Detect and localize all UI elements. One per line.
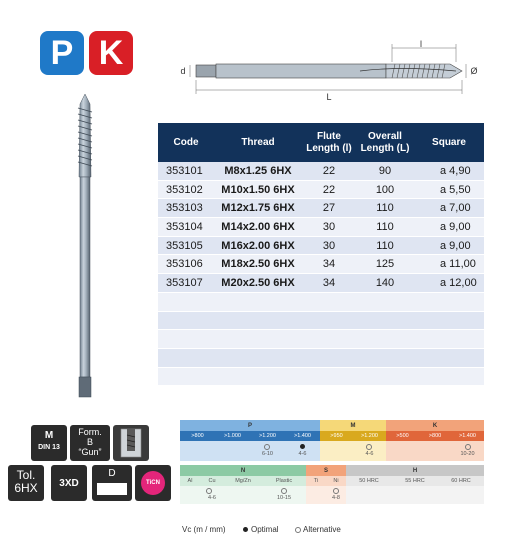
thread-profile-icon <box>113 425 149 461</box>
cell-thread: M20x2.50 6HX <box>214 274 302 293</box>
dim-label-phi: Ø <box>470 66 478 76</box>
form-b-gun-icon <box>70 425 110 461</box>
cell-square: a 5,50 <box>414 180 484 199</box>
cell-overall-length <box>356 330 414 349</box>
cell-flute-length <box>302 292 356 311</box>
header-code: Code <box>158 123 214 162</box>
cell-flute-length: 34 <box>302 255 356 274</box>
form-gun-label: “Gun” <box>78 447 102 457</box>
brand-logo-p: P <box>40 31 84 75</box>
cell-square: a 12,00 <box>414 274 484 293</box>
cell-overall-length <box>356 311 414 330</box>
legend-optimal-icon <box>243 527 248 532</box>
n-sub-2: Mg/Zn <box>235 478 251 484</box>
cell-code: 353101 <box>158 162 214 180</box>
p-sub-0: >800 <box>191 433 204 439</box>
coating-icon <box>135 465 171 501</box>
cell-code <box>158 367 214 386</box>
cell-flute-length: 22 <box>302 180 356 199</box>
table-row <box>158 292 484 311</box>
k-sub-0: >500 <box>396 433 409 439</box>
m-sub-1: >1.200 <box>361 433 378 439</box>
h-sub-0: 50 HRC <box>359 478 379 484</box>
cell-square <box>414 367 484 386</box>
cell-code: 353103 <box>158 199 214 218</box>
cell-flute-length: 30 <box>302 218 356 237</box>
cell-code <box>158 330 214 349</box>
p-range-alt: 6-10 <box>261 451 273 457</box>
cell-square: a 4,90 <box>414 162 484 180</box>
header-flute-length: Flute Length (l) <box>302 123 356 162</box>
cell-flute-length <box>302 311 356 330</box>
cell-flute-length <box>302 367 356 386</box>
material-group-p: P <box>180 420 320 431</box>
material-group-s: S <box>306 465 346 476</box>
n-sub-1: Cu <box>208 478 216 484</box>
h-sub-2: 60 HRC <box>451 478 471 484</box>
s-range: 4-8 <box>332 495 340 501</box>
cell-flute-length <box>302 348 356 367</box>
cell-thread: M14x2.00 6HX <box>214 218 302 237</box>
cell-square <box>414 348 484 367</box>
cell-thread <box>214 330 302 349</box>
k-range: 10-20 <box>460 451 475 457</box>
d-label: D <box>108 468 116 479</box>
m-range: 4-6 <box>365 451 374 457</box>
cell-overall-length <box>356 292 414 311</box>
cell-thread: M10x1.50 6HX <box>214 180 302 199</box>
legend-optimal-label: Optimal <box>251 525 279 534</box>
table-row <box>158 348 484 367</box>
cell-square <box>414 330 484 349</box>
brand-logo-k: K <box>89 31 133 75</box>
table-row <box>158 162 484 180</box>
tap-technical-drawing <box>170 40 490 110</box>
p-sub-2: >1.200 <box>259 433 276 439</box>
cell-flute-length: 30 <box>302 236 356 255</box>
cell-square: a 7,00 <box>414 199 484 218</box>
cell-thread <box>214 292 302 311</box>
cell-code <box>158 292 214 311</box>
m-sub-0: >950 <box>330 433 343 439</box>
tolerance-icon <box>8 465 44 501</box>
cell-overall-length: 110 <box>356 218 414 237</box>
cell-code: 353107 <box>158 274 214 293</box>
table-row <box>158 330 484 349</box>
cell-overall-length <box>356 367 414 386</box>
table-row <box>158 199 484 218</box>
bore-d-icon <box>92 465 132 501</box>
cell-thread <box>214 367 302 386</box>
legend-vc-label: Vc (m / mm) <box>182 525 226 534</box>
cell-thread: M18x2.50 6HX <box>214 255 302 274</box>
table-row <box>158 180 484 199</box>
cell-overall-length <box>356 348 414 367</box>
header-thread: Thread <box>214 123 302 162</box>
cell-overall-length: 125 <box>356 255 414 274</box>
tap-product-image <box>60 92 110 402</box>
cell-square <box>414 311 484 330</box>
cell-square: a 11,00 <box>414 255 484 274</box>
legend-alternative-icon <box>295 527 301 533</box>
n-sub-0: Al <box>187 478 193 484</box>
dim-label-l: l <box>420 40 422 49</box>
material-grid <box>180 420 484 504</box>
cell-overall-length: 110 <box>356 236 414 255</box>
cell-overall-length: 100 <box>356 180 414 199</box>
form-letter: B <box>86 437 93 447</box>
tol-label: Tol. <box>16 468 36 482</box>
p-sub-1: >1.000 <box>224 433 241 439</box>
cell-overall-length: 140 <box>356 274 414 293</box>
table-row <box>158 218 484 237</box>
cell-square <box>414 292 484 311</box>
s-sub-1: Ni <box>333 478 339 484</box>
depth-3xd-icon <box>51 465 87 501</box>
dim-label-d: d <box>180 66 186 76</box>
n-range-cu: 4-6 <box>208 495 216 501</box>
material-group-m: M <box>320 420 386 431</box>
cell-thread <box>214 311 302 330</box>
cell-flute-length <box>302 330 356 349</box>
coating-ticn-badge: TiCN <box>141 471 165 495</box>
cell-thread: M16x2.00 6HX <box>214 236 302 255</box>
cell-flute-length: 22 <box>302 162 356 180</box>
cell-thread: M12x1.75 6HX <box>214 199 302 218</box>
cell-code: 353102 <box>158 180 214 199</box>
s-sub-0: Ti <box>313 478 319 484</box>
cell-overall-length: 110 <box>356 199 414 218</box>
header-square: Square <box>414 123 484 162</box>
p-optimal-marker <box>300 444 305 449</box>
cell-code: 353105 <box>158 236 214 255</box>
p-sub-3: >1.400 <box>294 433 311 439</box>
form-label: Form. <box>78 427 102 437</box>
cell-code <box>158 348 214 367</box>
xd-label: 3XD <box>59 477 79 489</box>
material-group-k: K <box>386 420 484 431</box>
table-header-row <box>158 123 484 162</box>
cell-overall-length: 90 <box>356 162 414 180</box>
material-group-h: H <box>346 465 484 476</box>
spec-table <box>158 123 484 386</box>
cell-code <box>158 311 214 330</box>
cell-code: 353106 <box>158 255 214 274</box>
k-sub-1: >800 <box>428 433 442 439</box>
k-sub-2: >1.400 <box>459 433 476 439</box>
h-sub-1: 55 HRC <box>405 478 425 484</box>
m-label: M <box>44 430 54 441</box>
cell-thread: M8x1.25 6HX <box>214 162 302 180</box>
metric-din13-icon <box>31 425 67 461</box>
table-row <box>158 367 484 386</box>
tol-class: 6HX <box>14 481 38 495</box>
dim-label-L: L <box>326 92 332 102</box>
p-range-opt: 4-6 <box>298 451 307 457</box>
cell-code: 353104 <box>158 218 214 237</box>
n-range-plastic: 10-15 <box>276 495 292 501</box>
table-row <box>158 255 484 274</box>
cell-square: a 9,00 <box>414 218 484 237</box>
cell-square: a 9,00 <box>414 236 484 255</box>
table-row <box>158 311 484 330</box>
material-group-n: N <box>180 465 306 476</box>
n-sub-3: Plastic <box>275 478 293 484</box>
header-overall-length: Overall Length (L) <box>356 123 414 162</box>
legend-alternative-label: Alternative <box>303 525 341 534</box>
din-label: DIN 13 <box>38 444 60 451</box>
cell-flute-length: 34 <box>302 274 356 293</box>
table-row <box>158 236 484 255</box>
cell-thread <box>214 348 302 367</box>
table-row <box>158 274 484 293</box>
cell-flute-length: 27 <box>302 199 356 218</box>
